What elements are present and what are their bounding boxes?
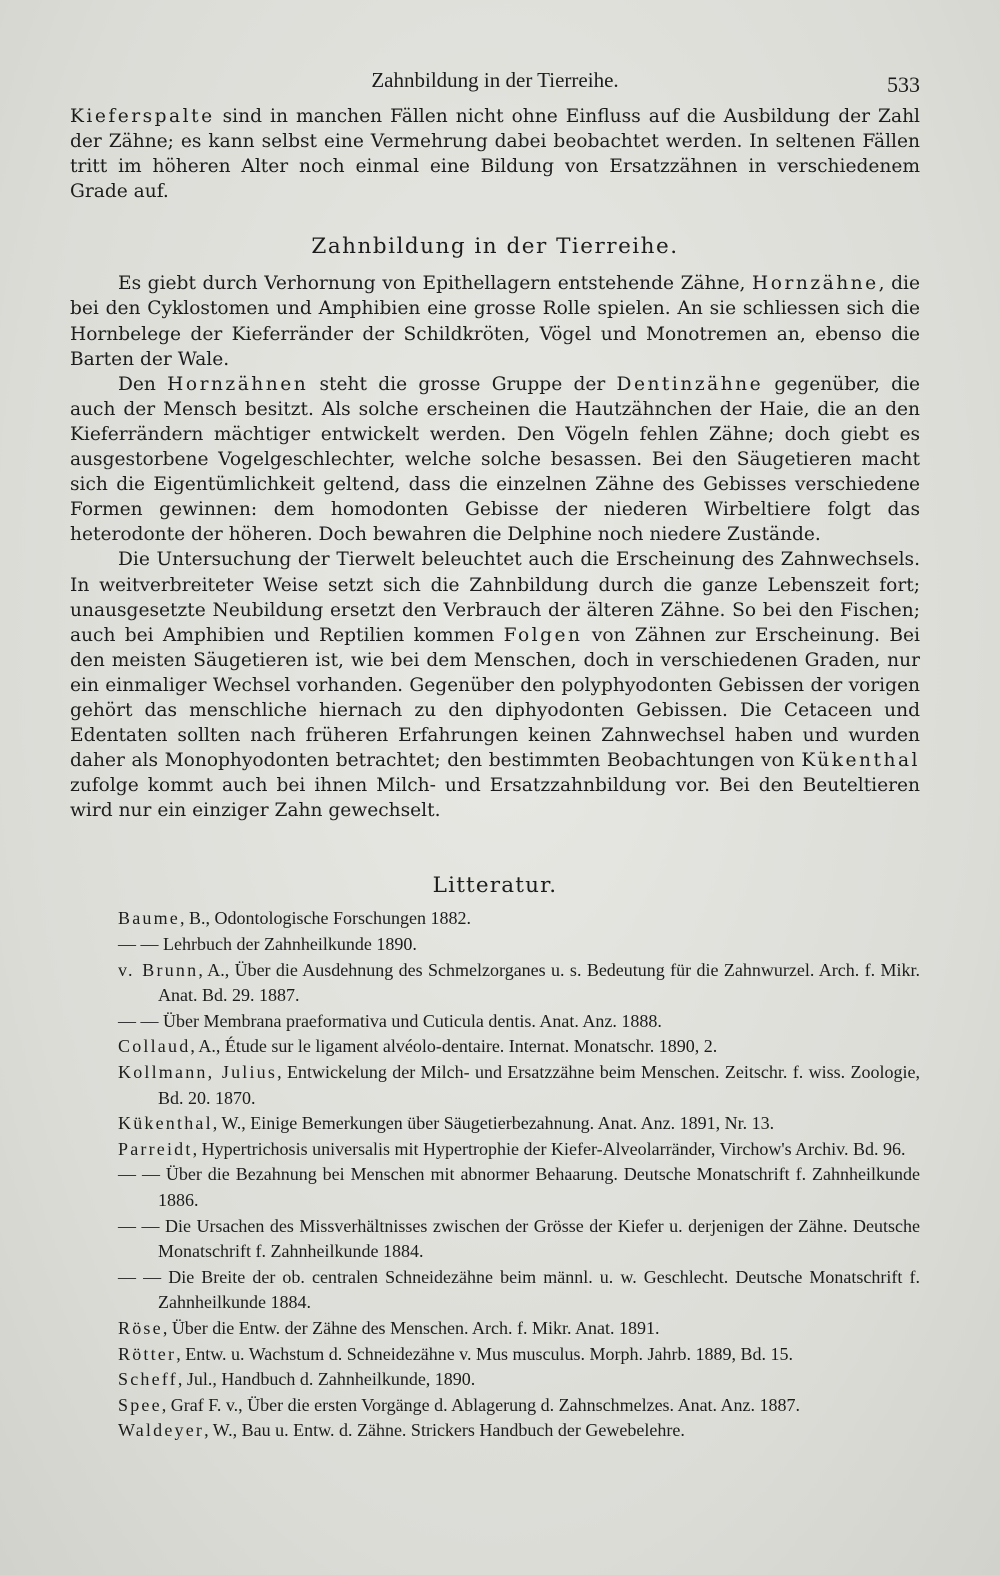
reference-entry [70, 1393, 920, 1419]
reference-entry [70, 1034, 920, 1060]
intro-paragraph [70, 104, 920, 204]
reference-text: — — Lehrbuch der Zahnheilkunde 1890. [118, 934, 417, 955]
reference-entry [70, 958, 920, 1009]
intro-text: sind in manchen Fällen nicht ohne Einfluss auf die Ausbildung der Zahl der Zähne; es kann selbst eine Vermehrung dabei beobachtet werden. In seltenen Fällen tritt im höheren Alter noch einmal eine Bildung von Ersatzzähnen in verschiedenem Grade auf. [70, 106, 920, 203]
reference-text: , Jul., Handbuch d. Zahnheilkunde, 1890. [177, 1369, 476, 1390]
reference-author: Spee [118, 1394, 162, 1415]
reference-entry [70, 906, 920, 932]
reference-text: — — Über die Bezahnung bei Menschen mit abnormer Behaarung. Deutsche Monatschrift f. Zahnheilkunde 1886. [118, 1164, 920, 1210]
spaced-term-kuekenthal: Kükenthal [801, 750, 920, 772]
reference-author: Rötter [118, 1343, 177, 1364]
reference-entry [70, 1162, 920, 1213]
reference-text: , A., Über die Ausdehnung des Schmelzorganes u. s. Bedeutung für die Zahnwurzel. Arch. f. Mikr. Anat. Bd. 29. 1887. [158, 959, 920, 1006]
text-run: Den [118, 373, 168, 395]
reference-text: — — Die Ursachen des Missverhältnisses zwischen der Grösse der Kiefer u. derjenigen der Zähne. Deutsche Monatschrift f. Zahnheilkunde 1884. [118, 1215, 920, 1262]
spaced-term-hornzaehne: Hornzähne [752, 273, 879, 295]
reference-author: Kollmann, Julius [118, 1062, 278, 1082]
reference-entry [70, 1060, 920, 1111]
reference-text: , Entw. u. Wachstum d. Schneidezähne v. Mus musculus. Morph. Jahrb. 1889, Bd. 15. [176, 1343, 794, 1364]
reference-author: Waldeyer [118, 1420, 205, 1441]
text-run: , die bei den Cyklostomen und Amphibien eine grosse Rolle spielen. An sie schliessen sich die Hornbelege der Kieferränder der Schildkröten, Vögel und Monotremen an, ebenso die Barten der Wale. [70, 273, 920, 370]
text-run: gegenüber, die auch der Mensch besitzt. Als solche erscheinen die Hautzähnchen der Haie, die an den Kieferrändern mächtiger entwickelt werden. Den Vögeln fehlen Zähne; doch giebt es ausgestorbene Vogelgeschlechter, welche solche besassen. Bei den Säugetieren macht sich die Eigentümlichkeit geltend, dass die einzelnen Zähne des Gebisses verschiedene Formen gewinnen: dem homodonten Gebisse der niederen Wirbeltiere folgt das heterodonte der höheren. Doch bewahren die Delphine noch niedere Zustände. [70, 373, 920, 546]
literature-title: Litteratur. [432, 873, 558, 899]
reference-entry [70, 1265, 920, 1316]
spaced-term-hornzaehnen: Hornzähnen [167, 373, 309, 395]
spaced-term-dentinzaehne: Dentinzähne [616, 373, 764, 395]
reference-text: , Graf F. v., Über die ersten Vorgänge d. Ablagerung d. Zahnschmelzes. Anat. Anz. 1887. [161, 1394, 801, 1415]
text-run: von Zähnen zur Erscheinung. Bei den meisten Säugetieren ist, wie bei dem Menschen, doch in verschiedenen Graden, nur ein einmaliger Wechsel vorhanden. Gegenüber den polyphyodonten Gebissen der vorigen gehört das menschliche hiernach zu den diphyodonten Gebissen. Die Cetaceen und Edentaten sollten nach früheren Erfahrungen keinen Zahnwechsel haben und wurden daher als Monophyodonten betrachtet; den bestimmten Beobachtungen von [70, 624, 920, 772]
section-paragraph-1 [70, 271, 920, 371]
reference-entry [70, 1418, 920, 1444]
reference-text: , A., Étude sur le ligament alvéolo-dentaire. Internat. Monatschr. 1890, 2. [190, 1036, 718, 1057]
text-run: steht die grosse Gruppe der [308, 373, 617, 395]
spaced-term-folgen: Folgen [503, 624, 583, 646]
reference-entry [70, 1137, 920, 1163]
reference-author: Scheff [118, 1369, 178, 1390]
reference-entry [70, 932, 920, 958]
reference-entry [70, 1316, 920, 1342]
page-header [70, 68, 920, 104]
reference-text: , Hypertrichosis universalis mit Hypertrophie der Kiefer-Alveolarränder, Virchow's Archiv. Bd. 96. [192, 1138, 906, 1159]
reference-list [70, 906, 920, 1443]
reference-text: , Über die Entw. der Zähne des Menschen. Arch. f. Mikr. Anat. 1891. [162, 1317, 660, 1338]
reference-text: — — Die Breite der ob. centralen Schneidezähne beim männl. u. w. Geschlecht. Deutsche Monatschrift f. Zahnheilkunde 1884. [118, 1266, 920, 1313]
reference-entry [70, 1367, 920, 1393]
reference-author: Kükenthal [118, 1113, 213, 1134]
reference-entry [70, 1009, 920, 1035]
reference-text: — — Über Membrana praeformativa und Cuticula dentis. Anat. Anz. 1888. [118, 1010, 662, 1031]
reference-entry [70, 1342, 920, 1368]
page-number: 533 [887, 72, 920, 97]
reference-author: Parreidt [118, 1138, 193, 1159]
reference-author: v. Brunn [118, 959, 199, 980]
running-head: Zahnbildung in der Tierreihe. [371, 68, 619, 92]
reference-entry [70, 1111, 920, 1137]
text-run: Die Untersuchung der Tierwelt beleuchtet auch die Erscheinung des Zahnwechsels. In weitverbreiteter Weise setzt sich die Zahnbildung durch die ganze Lebenszeit fort; unausgesetzte Neubildung ersetzt den Verbrauch der älteren Zähne. So bei den Fischen; auch bei Amphibien und Reptilien kommen [70, 549, 920, 646]
reference-entry [70, 1214, 920, 1265]
reference-text: , B., Odontologische Forschungen 1882. [180, 908, 471, 929]
reference-text: , W., Bau u. Entw. d. Zähne. Strickers Handbuch der Gewebelehre. [204, 1420, 685, 1441]
reference-author: Collaud [118, 1036, 191, 1057]
text-run: zufolge kommt auch bei ihnen Milch- und Ersatzzahnbildung vor. Bei den Beuteltieren wird nur ein einziger Zahn gewechselt. [70, 775, 920, 822]
reference-text: , W., Einige Bemerkungen über Säugetierbezahnung. Anat. Anz. 1891, Nr. 13. [212, 1113, 775, 1134]
intro-spaced-term: Kieferspalte [70, 106, 215, 127]
section-title: Zahnbildung in der Tierreihe. [311, 234, 679, 260]
section-paragraph-3 [70, 547, 920, 823]
reference-author: Röse [118, 1317, 163, 1338]
reference-author: Baume [118, 908, 180, 929]
text-run: Es giebt durch Verhornung von Epithellagern entstehende Zähne, [118, 273, 753, 295]
section-paragraph-2 [70, 372, 920, 548]
reference-text: , Entwickelung der Milch- und Ersatzzähne beim Menschen. Zeitschr. f. wiss. Zoologie, Bd. 20. 1870. [158, 1062, 920, 1108]
